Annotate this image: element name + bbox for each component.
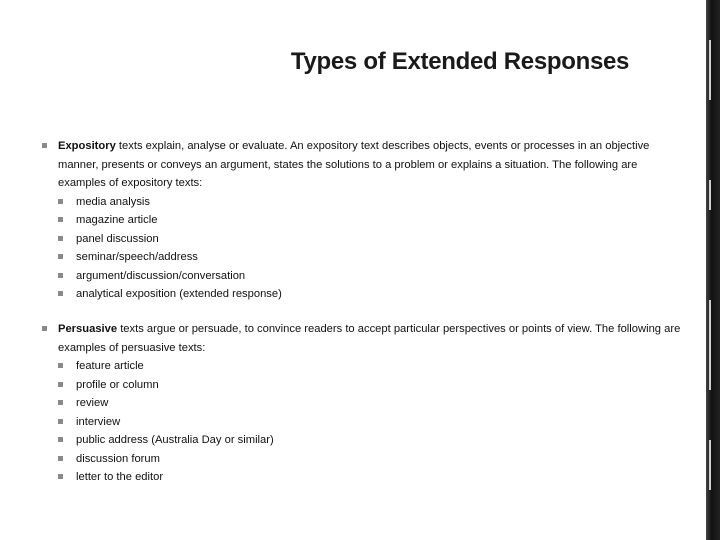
persuasive-section xyxy=(42,320,682,487)
square-bullet-icon xyxy=(58,474,63,479)
list-item xyxy=(58,285,682,304)
square-bullet-icon xyxy=(58,382,63,387)
list-item xyxy=(58,394,682,413)
square-bullet-icon xyxy=(58,217,63,222)
persuasive-text: texts argue or persuade, to convince readers to accept particular perspectives or points of view. The following are examples of persuasive texts: xyxy=(58,323,681,354)
list-item xyxy=(58,357,682,376)
edge-highlight xyxy=(709,440,711,490)
list-item-label: letter to the editor xyxy=(76,471,164,483)
list-item-label: magazine article xyxy=(76,214,158,226)
square-bullet-icon xyxy=(58,363,63,368)
slide-title: Types of Extended Responses xyxy=(290,48,630,75)
square-bullet-icon xyxy=(58,254,63,259)
list-item xyxy=(58,248,682,267)
list-item xyxy=(58,413,682,432)
list-item-label: analytical exposition (extended response) xyxy=(76,288,282,300)
square-bullet-icon xyxy=(58,236,63,241)
list-item-label: argument/discussion/conversation xyxy=(76,269,246,282)
list-item-label: interview xyxy=(76,415,121,428)
list-item xyxy=(58,267,682,286)
list-item-label: public address (Australia Day or similar) xyxy=(76,434,274,446)
list-item-label: review xyxy=(76,397,109,409)
expository-text: texts explain, analyse or evaluate. An expository text describes objects, events or processes in an objective manner, presents or conveys an argument, states the solutions to a problem or explains a situation. The following are examples of expository texts: xyxy=(58,140,650,189)
list-item xyxy=(58,431,682,450)
list-item-label: media analysis xyxy=(76,195,150,208)
square-bullet-icon xyxy=(58,400,63,405)
square-bullet-icon xyxy=(58,291,63,296)
edge-highlight xyxy=(709,300,711,390)
decorative-edge xyxy=(706,0,720,540)
square-bullet-icon xyxy=(42,326,47,331)
list-item-label: panel discussion xyxy=(76,232,159,245)
square-bullet-icon xyxy=(58,273,63,278)
list-item xyxy=(58,193,682,212)
edge-highlight xyxy=(709,40,711,100)
square-bullet-icon xyxy=(58,199,63,204)
list-item xyxy=(58,376,682,395)
list-item-label: discussion forum xyxy=(76,452,160,465)
expository-examples-list xyxy=(42,193,682,304)
expository-paragraph xyxy=(42,137,682,193)
list-item-label: profile or column xyxy=(76,378,159,391)
list-item xyxy=(58,468,682,487)
list-item-label: feature article xyxy=(76,360,144,372)
list-item xyxy=(58,211,682,230)
persuasive-examples-list xyxy=(42,357,682,487)
persuasive-paragraph xyxy=(42,320,682,357)
square-bullet-icon xyxy=(42,143,47,148)
square-bullet-icon xyxy=(58,456,63,461)
square-bullet-icon xyxy=(58,419,63,424)
square-bullet-icon xyxy=(58,437,63,442)
list-item-label: seminar/speech/address xyxy=(76,251,198,263)
expository-section xyxy=(42,137,682,304)
list-item xyxy=(58,230,682,249)
list-item xyxy=(58,450,682,469)
persuasive-term: Persuasive xyxy=(58,323,118,335)
expository-term: Expository xyxy=(58,140,116,152)
edge-highlight xyxy=(709,180,711,210)
